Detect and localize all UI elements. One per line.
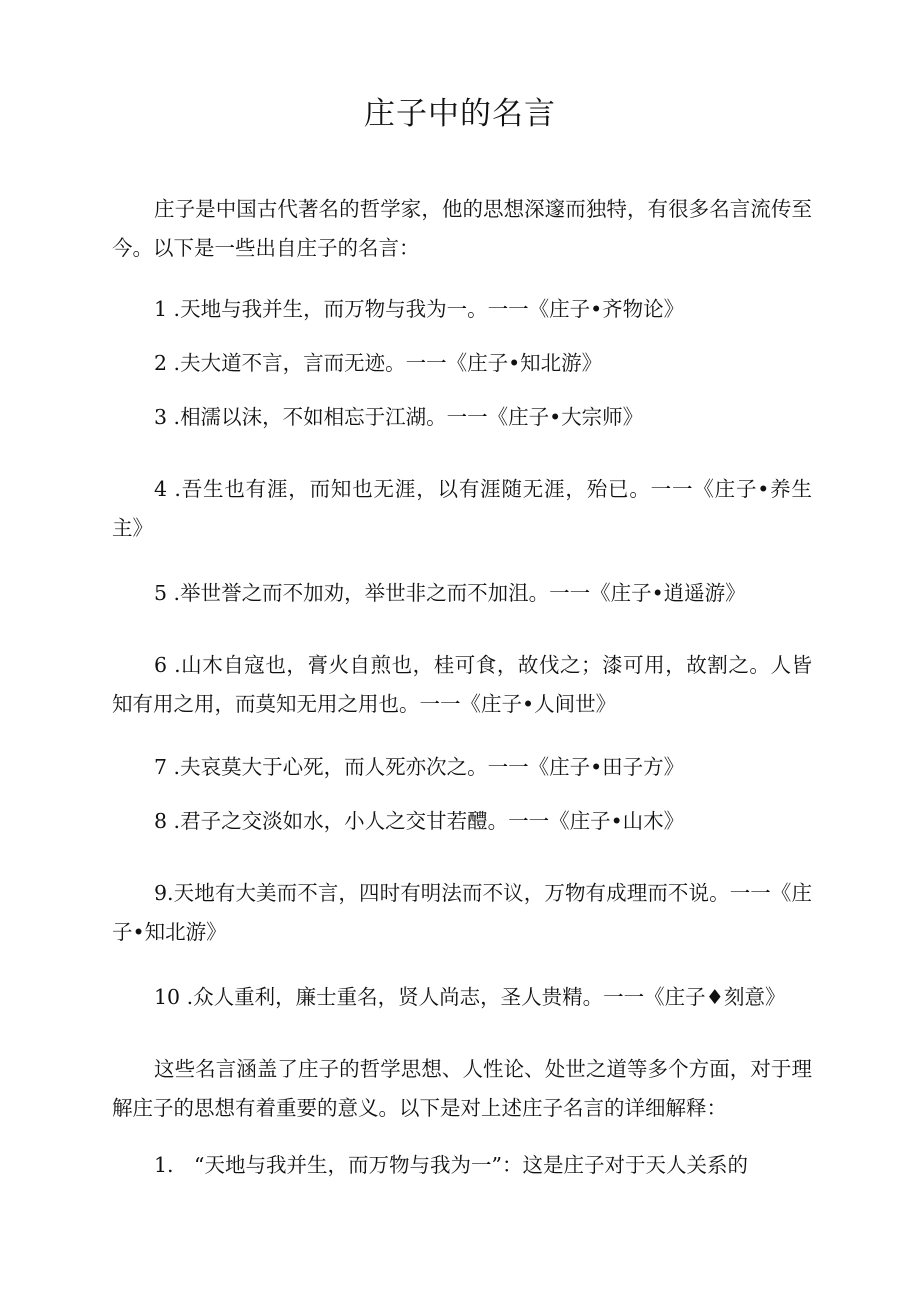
quote-1: 1 .天地与我并生，而万物与我为一。一一《庄子•齐物论》	[154, 297, 685, 321]
quote-5: 5 .举世誉之而不加劝，举世非之而不加沮。一一《庄子•逍遥游》	[154, 581, 746, 605]
intro-paragraph: 庄子是中国古代著名的哲学家，他的思想深邃而独特，有很多名言流传至今。以下是一些出自庄子的名言：	[112, 197, 812, 260]
quote-10: 10 .众人重利，廉士重名，贤人尚志，圣人贵精。一一《庄子♦刻意》	[154, 985, 786, 1009]
quote-6: 6 .山木自寇也，膏火自煎也，桂可食，故伐之；漆可用，故割之。人皆知有用之用，而莫知无用之用也。一一《庄子•人间世》	[112, 653, 812, 716]
quote-8: 8 .君子之交淡如水，小人之交甘若醴。一一《庄子•山木》	[154, 809, 685, 833]
summary-paragraph: 这些名言涵盖了庄子的哲学思想、人性论、处世之道等多个方面，对于理解庄子的思想有着重要的意义。以下是对上述庄子名言的详细解释：	[112, 1057, 812, 1120]
quote-9: 9.天地有大美而不言，四时有明法而不议，万物有成理而不说。一一《庄子•知北游》	[112, 881, 812, 944]
explanation-1: 1. “天地与我并生，而万物与我为一”：这是庄子对于天人关系的	[154, 1153, 749, 1177]
document-title: 庄子中的名言	[364, 96, 556, 132]
quote-7: 7 .夫哀莫大于心死，而人死亦次之。一一《庄子•田子方》	[154, 755, 685, 779]
quote-2: 2 .夫大道不言，言而无迹。一一《庄子•知北游》	[154, 351, 603, 375]
quote-3: 3 .相濡以沫，不如相忘于江湖。一一《庄子•大宗师》	[154, 405, 644, 429]
quote-4: 4 .吾生也有涯，而知也无涯，以有涯随无涯，殆已。一一《庄子•养生主》	[112, 477, 812, 540]
